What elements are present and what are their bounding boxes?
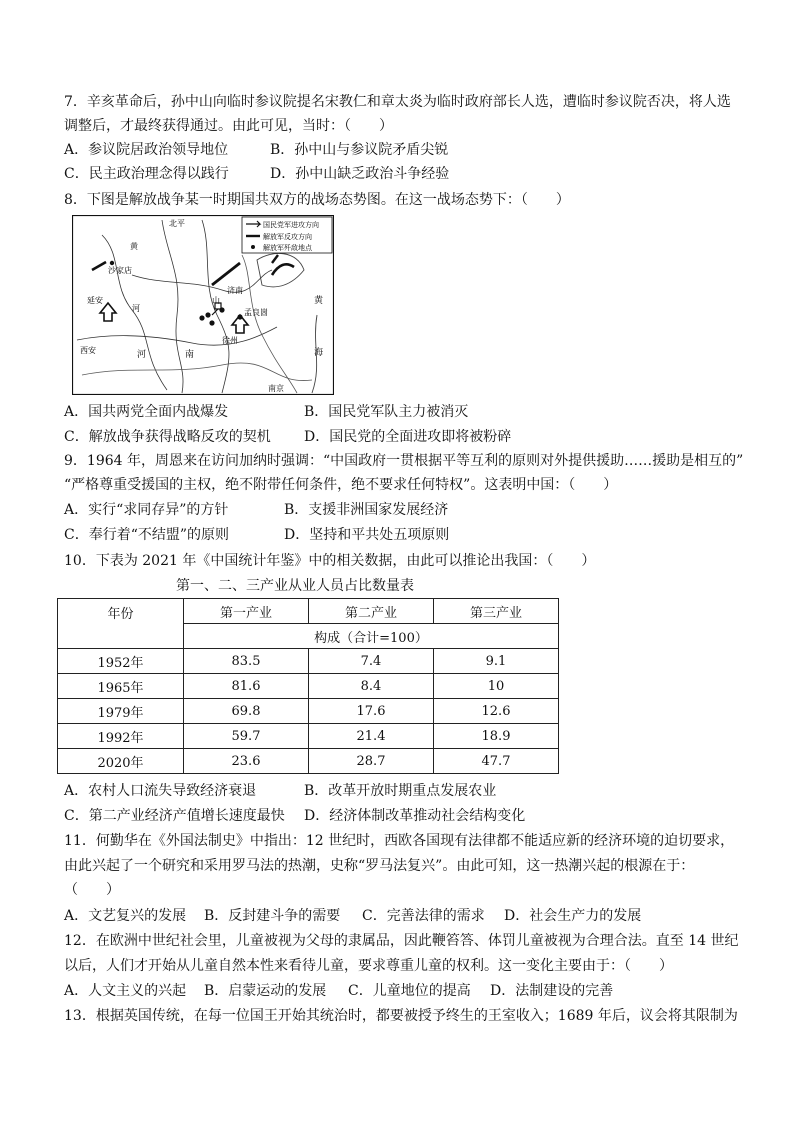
map-place: 徐州 bbox=[222, 336, 238, 345]
year-cell: 1952年 bbox=[58, 649, 184, 674]
map-place: 河 bbox=[137, 350, 147, 360]
q8-option-c[interactable]: C．解放战争获得战略反攻的契机 bbox=[64, 429, 271, 445]
map-place: 海 bbox=[314, 348, 324, 358]
q7-stem-line2: 调整后，才最终获得通过。由此可见，当时：（ ） bbox=[64, 118, 393, 134]
q11-option-d[interactable]: D．社会生产力的发展 bbox=[504, 908, 642, 924]
map-place: 山 bbox=[212, 296, 220, 305]
year-cell: 1992年 bbox=[58, 724, 184, 749]
q12-options-row bbox=[64, 981, 724, 1001]
value-cell: 28.7 bbox=[309, 749, 434, 774]
value-cell: 18.9 bbox=[434, 724, 559, 749]
table-row bbox=[58, 724, 559, 749]
q10-option-c[interactable]: C．第二产业经济产值增长速度最快 bbox=[64, 808, 285, 824]
q11-stem-line2: 由此兴起了一个研究和采用罗马法的热潮，史称“罗马法复兴”。由此可知，这一热潮兴起的根源在于： bbox=[64, 858, 695, 874]
value-cell: 21.4 bbox=[309, 724, 434, 749]
q13-stem-line1: 13．根据英国传统，在每一位国王开始其统治时，都要被授予终生的王室收入；1689 年后，议会将其限制为 bbox=[64, 1008, 738, 1024]
battle-dot-icon bbox=[205, 312, 210, 317]
battle-dot-icon bbox=[199, 315, 204, 320]
q11-option-c[interactable]: C．完善法律的需求 bbox=[362, 908, 485, 924]
map-place: 南京 bbox=[268, 384, 284, 393]
value-cell: 10 bbox=[434, 674, 559, 699]
map-place: 南 bbox=[185, 350, 195, 360]
value-cell: 81.6 bbox=[184, 674, 309, 699]
map-place: 沙家店 bbox=[108, 266, 132, 275]
value-cell: 83.5 bbox=[184, 649, 309, 674]
battle-dot-icon bbox=[237, 314, 242, 319]
battle-dot-icon bbox=[209, 320, 214, 325]
q9-stem-line2: “严格尊重受援国的主权，绝不附带任何条件，绝不要求任何特权”。这表明中国：（ ） bbox=[64, 477, 618, 493]
q8-options-row1 bbox=[64, 402, 724, 422]
q7-options-row1 bbox=[64, 140, 724, 160]
q12-option-d[interactable]: D．法制建设的完善 bbox=[490, 983, 614, 999]
value-cell: 47.7 bbox=[434, 749, 559, 774]
map-place: 延安 bbox=[87, 296, 103, 305]
q7-option-a[interactable]: A．参议院居政治领导地位 bbox=[64, 142, 229, 158]
q9-options-row1 bbox=[64, 500, 724, 520]
q8-stem: 8．下图是解放战争某一时期国共双方的战场态势图。在这一战场态势下：（ ） bbox=[64, 192, 570, 208]
legend-item: 解放军反攻方向 bbox=[263, 233, 312, 241]
map-place: 西安 bbox=[80, 346, 96, 355]
battle-dot-icon bbox=[110, 261, 114, 265]
battle-dot-icon bbox=[219, 307, 224, 312]
map-place: 济南 bbox=[227, 286, 243, 295]
q7-stem-line1: 7．辛亥革命后，孙中山向临时参议院提名宋教仁和章太炎为临时政府部长人选，遭临时参议院否决，将人选 bbox=[64, 94, 731, 110]
col-header: 第二产业 bbox=[309, 599, 434, 624]
legend-item: 解放军歼敌地点 bbox=[263, 244, 312, 252]
q12-option-a[interactable]: A．人文主义的兴起 bbox=[64, 983, 187, 999]
q10-option-d[interactable]: D．经济体制改革推动社会结构变化 bbox=[304, 808, 526, 824]
q8-option-d[interactable]: D．国民党的全面进攻即将被粉碎 bbox=[304, 429, 512, 445]
table-caption: 第一、二、三产业从业人员占比数量表 bbox=[176, 578, 414, 594]
value-cell: 12.6 bbox=[434, 699, 559, 724]
table-row bbox=[58, 674, 559, 699]
legend-item: 国民党军进攻方向 bbox=[263, 221, 319, 229]
q10-option-a[interactable]: A．农村人口流失导致经济衰退 bbox=[64, 783, 257, 799]
q11-stem-line3: （ ） bbox=[64, 882, 120, 898]
value-cell: 7.4 bbox=[309, 649, 434, 674]
q12-option-c[interactable]: C．儿童地位的提高 bbox=[348, 983, 471, 999]
q11-options-row bbox=[64, 906, 724, 926]
map-place: 河 bbox=[132, 304, 140, 313]
value-cell: 17.6 bbox=[309, 699, 434, 724]
q11-option-b[interactable]: B．反封建斗争的需要 bbox=[204, 908, 341, 924]
employment-table bbox=[57, 598, 559, 774]
legend-dot-icon bbox=[251, 245, 255, 249]
year-cell: 2020年 bbox=[58, 749, 184, 774]
q10-options-row2 bbox=[64, 806, 724, 826]
col-header: 第一产业 bbox=[184, 599, 309, 624]
q9-option-d[interactable]: D．坚持和平共处五项原则 bbox=[284, 527, 450, 543]
q9-option-a[interactable]: A．实行“求同存异”的方针 bbox=[64, 502, 229, 518]
value-cell: 69.8 bbox=[184, 699, 309, 724]
year-cell: 1965年 bbox=[58, 674, 184, 699]
table-row bbox=[58, 699, 559, 724]
q9-options-row2 bbox=[64, 525, 724, 545]
sub-header: 构成（合计=100） bbox=[184, 624, 559, 649]
map-place: 黄 bbox=[314, 296, 324, 306]
table-row bbox=[58, 749, 559, 774]
value-cell: 59.7 bbox=[184, 724, 309, 749]
q11-option-a[interactable]: A．文艺复兴的发展 bbox=[64, 908, 187, 924]
q10-stem: 10．下表为 2021 年《中国统计年鉴》中的相关数据，由此可以推论出我国：（ ） bbox=[64, 553, 596, 569]
q12-stem-line1: 12．在欧洲中世纪社会里，儿童被视为父母的隶属品，因此鞭笞答、体罚儿童被视为合理合法。直至 14 世纪 bbox=[64, 933, 739, 949]
year-cell: 1979年 bbox=[58, 699, 184, 724]
year-header: 年份 bbox=[58, 599, 184, 649]
q11-stem-line1: 11．何勤华在《外国法制史》中指出：12 世纪时，西欧各国现有法律都不能适应新的经济环境的迫切要求， bbox=[64, 833, 735, 849]
col-header: 第三产业 bbox=[434, 599, 559, 624]
q12-option-b[interactable]: B．启蒙运动的发展 bbox=[204, 983, 327, 999]
q12-stem-line2: 以后，人们才开始从儿童自然本性来看待儿童，要求尊重儿童的权利。这一变化主要由于：（ ） bbox=[64, 958, 673, 974]
q7-option-d[interactable]: D．孙中山缺乏政治斗争经验 bbox=[270, 166, 450, 182]
q9-stem-line1: 9．1964 年，周恩来在访问加纳时强调：“中国政府一贯根据平等互利的原则对外提供援助……援助是相互的” bbox=[64, 453, 744, 469]
q7-options-row2 bbox=[64, 164, 724, 184]
q8-option-a[interactable]: A．国共两党全面内战爆发 bbox=[64, 404, 229, 420]
q9-option-b[interactable]: B．支援非洲国家发展经济 bbox=[284, 502, 449, 518]
q10-options-row1 bbox=[64, 781, 724, 801]
value-cell: 9.1 bbox=[434, 649, 559, 674]
map-place: 孟良崮 bbox=[244, 308, 268, 317]
battlefield-map bbox=[72, 215, 334, 395]
q7-option-b[interactable]: B．孙中山与参议院矛盾尖锐 bbox=[270, 142, 449, 158]
q9-option-c[interactable]: C．奉行着“不结盟”的原则 bbox=[64, 527, 230, 543]
map-place: 黄 bbox=[130, 242, 138, 251]
q8-options-row2 bbox=[64, 427, 724, 447]
q7-option-c[interactable]: C．民主政治理念得以践行 bbox=[64, 166, 229, 182]
value-cell: 8.4 bbox=[309, 674, 434, 699]
q10-option-b[interactable]: B．改革开放时期重点发展农业 bbox=[304, 783, 497, 799]
map-place: 北平 bbox=[169, 219, 185, 228]
q8-option-b[interactable]: B．国民党军队主力被消灭 bbox=[304, 404, 469, 420]
table-row bbox=[58, 649, 559, 674]
value-cell: 23.6 bbox=[184, 749, 309, 774]
